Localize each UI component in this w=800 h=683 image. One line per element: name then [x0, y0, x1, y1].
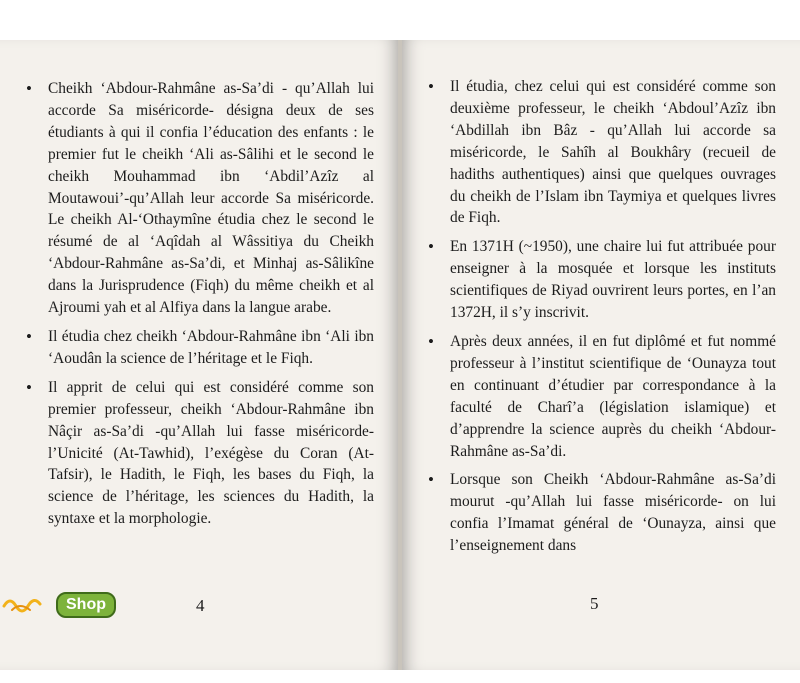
bullet-icon: •	[428, 77, 434, 96]
paragraph: Il étudia chez cheikh ‘Abdour-Rahmâne ibn ‘Ali ibn ‘Aoudân la science de l’héritage et le Fiqh.	[48, 327, 374, 367]
bullet-icon: •	[428, 331, 434, 351]
right-page	[402, 40, 800, 670]
page-number: 4	[196, 596, 205, 615]
right-page-text	[426, 76, 776, 564]
list-item	[426, 331, 776, 462]
left-page-text	[24, 78, 374, 537]
shop-logo-label: Shop	[56, 592, 116, 618]
paragraph: En 1371H (~1950), une chaire lui fut attribuée pour enseigner à la mosquée et lorsque les instituts scientifiques de Riyad ouvrirent leurs portes, en l’an 1372H, il s’y inscrivit.	[450, 238, 776, 322]
list-item	[24, 377, 374, 530]
paragraph: Cheikh ‘Abdour-Rahmâne as-Sa’di - qu’Allah lui accorde Sa miséricorde- désigna deux de ses étudiants à qui il confia l’éducation des enfants : le premier fut le cheikh ‘Ali as-Sâlihi et le second le cheikh Mouhammad ibn ‘Abdil’Azîz al Moutawoui’-qu’Allah leur accorde Sa miséricorde. Le cheikh Al-‘Othaymîne étudia chez le second le résumé de al ‘Aqîdah al Wâssitiya du Cheikh ‘Abdour-Rahmâne as-Sa’di, et Minhaj as-Sâlikîne dans la Jurisprudence (Fiqh) du même cheikh et al Ajroumi yah et al Alfiya dans la langue arabe.	[48, 80, 374, 317]
bullet-icon: •	[428, 470, 434, 490]
list-item	[426, 469, 776, 557]
list-item	[426, 76, 776, 229]
page-number: 5	[590, 594, 599, 613]
right-bullet-list	[426, 76, 776, 557]
list-item	[426, 236, 776, 324]
paragraph: Après deux années, il en fut diplômé et fut nommé professeur à l’institut scientifique de ‘Ounayza tout en continuant d’étudier par correspondance à la faculté de Charî’a (législation islamique) et d’apprendre la science auprès du cheikh ‘Abdour-Rahmâne as-Sa’di.	[450, 332, 776, 460]
paragraph: Il apprit de celui qui est considéré comme son premier professeur, cheikh ‘Abdour-Rahmâne ibn Nâçir as-Sa’di -qu’Allah lui fasse miséricorde- l’Unicité (At-Tawhid), l’exégèse du Coran (At-Tafsir), le Hadith, le Fiqh, les bases du Fiqh, la science de l’héritage, les sciences du Hadith, la syntaxe et la morphologie.	[48, 378, 374, 528]
bullet-icon: •	[26, 326, 32, 346]
paragraph: Lorsque son Cheikh ‘Abdour-Rahmâne as-Sa’di mourut -qu’Allah lui fasse miséricorde- on lui confia l’Imamat général de ‘Ounayza, ainsi que l’enseignement dans	[450, 471, 776, 555]
swirl-icon	[2, 594, 62, 614]
left-page	[0, 40, 398, 670]
shop-logo	[2, 588, 142, 622]
bullet-icon: •	[26, 79, 32, 98]
bullet-icon: •	[428, 237, 434, 257]
bullet-icon: •	[26, 377, 32, 397]
list-item	[24, 78, 374, 319]
left-bullet-list	[24, 78, 374, 530]
paragraph: Il étudia, chez celui qui est considéré comme son deuxième professeur, le cheikh ‘Abdoul’Azîz ibn ‘Abdillah ibn Bâz - qu’Allah lui accorde sa miséricorde, le Sahîh al Boukhâry (recueil de hadiths authentiques) ainsi que quelques ouvrages du cheikh de l’Islam ibn Taymiya et quelques livres de Fiqh.	[450, 78, 776, 227]
list-item	[24, 326, 374, 370]
